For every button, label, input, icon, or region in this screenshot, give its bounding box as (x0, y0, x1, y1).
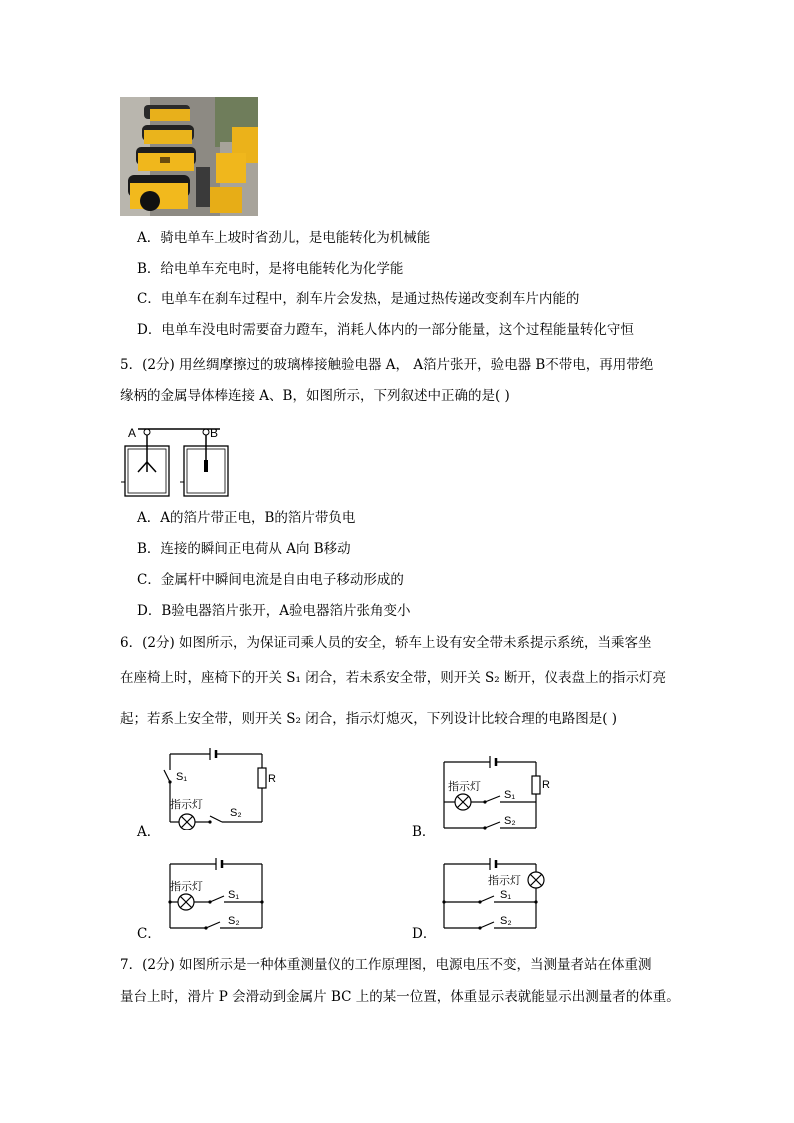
q5-stem-line1: 5．(2分) 用丝绸摩擦过的玻璃棒接触验电器 A， A箔片张开，验电器 B不带电，再用带绝 (120, 357, 654, 373)
q7-stem-line1: 7．(2分) 如图所示是一种体重测量仪的工作原理图，电源电压不变，当测量者站在体重测 (120, 957, 652, 973)
circuit-b-diagram (440, 752, 560, 832)
circuit-a-choice: A． (137, 824, 161, 840)
circuit-c-lamp-label: 指示灯 (170, 881, 203, 893)
circuit-c-s2: S₂ (228, 915, 240, 927)
q5-option-d: D．B验电器箔片张开，A验电器箔片张角变小 (137, 603, 411, 619)
q5-stem-line2: 缘柄的金属导体棒连接 A、B，如图所示，下列叙述中正确的是( ) (120, 388, 510, 404)
circuit-a-s1: S₁ (176, 771, 188, 783)
circuit-c-diagram (166, 852, 266, 932)
electroscope-b-label: B (210, 426, 219, 440)
q6-stem-line2: 在座椅上时，座椅下的开关 S₁ 闭合，若未系安全带，则开关 S₂ 断开，仪表盘上的指示灯亮 (120, 670, 666, 686)
electroscope-a-label: A (128, 426, 137, 440)
q5-option-c: C．金属杆中瞬间电流是自由电子移动形成的 (137, 572, 404, 588)
circuit-a-r: R (268, 773, 276, 785)
electroscope-figure (120, 424, 230, 499)
q4-option-d: D．电单车没电时需要奋力蹬车，消耗人体内的一部分能量，这个过程能量转化守恒 (137, 322, 634, 338)
q7-stem-line2: 量台上时，滑片 P 会滑动到金属片 BC 上的某一位置，体重显示表就能显示出测量者的体重。 (120, 989, 680, 1005)
circuit-b-r: R (542, 779, 550, 791)
electric-bikes-photo (120, 97, 258, 216)
circuit-c-choice: C． (137, 926, 161, 942)
circuit-d-choice: D． (412, 926, 437, 942)
circuit-a-s2: S₂ (230, 807, 242, 819)
q4-option-c: C．电单车在刹车过程中，刹车片会发热，是通过热传递改变刹车片内能的 (137, 291, 580, 307)
circuit-d-lamp-label: 指示灯 (488, 875, 521, 887)
q5-option-a: A．A的箔片带正电，B的箔片带负电 (137, 510, 356, 526)
circuit-d-s2: S₂ (500, 915, 512, 927)
circuit-a-lamp-label: 指示灯 (170, 799, 203, 811)
circuit-b-lamp-label: 指示灯 (448, 781, 481, 793)
circuit-a-diagram (160, 744, 280, 830)
q4-option-a: A．骑电单车上坡时省劲儿，是电能转化为机械能 (137, 230, 431, 246)
q4-option-b: B．给电单车充电时，是将电能转化为化学能 (137, 261, 404, 277)
circuit-c-s1: S₁ (228, 889, 240, 901)
q6-stem-line3: 起；若系上安全带，则开关 S₂ 闭合，指示灯熄灭，下列设计比较合理的电路图是( ) (120, 711, 618, 727)
q5-option-b: B．连接的瞬间正电荷从 A向 B移动 (137, 541, 351, 557)
circuit-b-s1: S₁ (504, 789, 516, 801)
circuit-d-diagram (440, 852, 550, 932)
q6-stem-line1: 6．(2分) 如图所示，为保证司乘人员的安全，轿车上设有安全带未系提示系统，当乘客坐 (120, 635, 652, 651)
circuit-b-s2: S₂ (504, 815, 516, 827)
circuit-d-s1: S₁ (500, 889, 512, 901)
circuit-b-choice: B． (412, 824, 436, 840)
